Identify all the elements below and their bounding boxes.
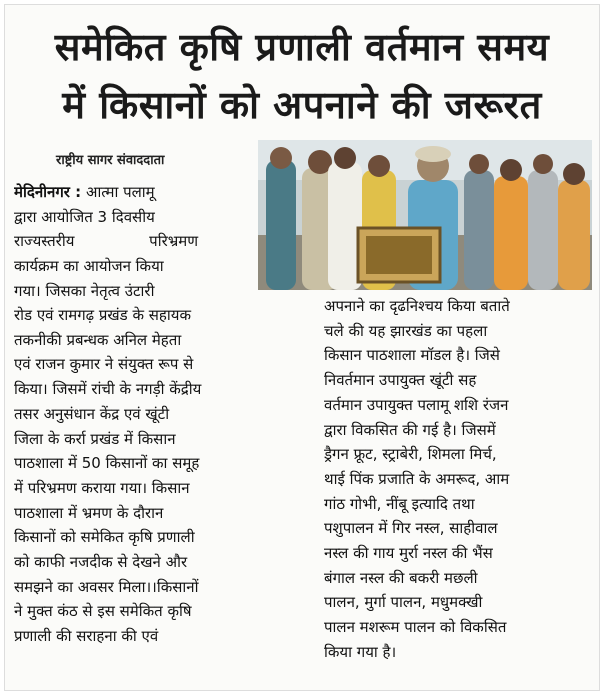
paragraph-line: रोड एवं रामगढ़ प्रखंड के सहायक xyxy=(14,306,191,324)
farmers-beekeeping-photo xyxy=(258,140,592,290)
news-photo xyxy=(258,140,592,290)
paragraph-line: थाई पिंक प्रजाति के अमरूद, आम xyxy=(324,469,510,488)
paragraph-line: ड्रैगन फ्रूट, स्ट्राबेरी, शिमला मिर्च, xyxy=(324,445,497,464)
paragraph-line: गया। जिसका नेतृत्व उंटारी xyxy=(14,281,155,300)
paragraph-line: तसर अनुसंधान केंद्र एवं खूंटी xyxy=(14,404,170,423)
paragraph-line: कार्यक्रम का आयोजन किया xyxy=(14,257,164,276)
left-column-top xyxy=(14,180,254,304)
left-column xyxy=(14,303,298,649)
paragraph-line: समझने का अवसर मिला।।किसानों xyxy=(14,577,199,596)
paragraph-line: राज्यस्तरीय परिभ्रमण xyxy=(14,232,199,251)
dateline: मेदिनीनगर : xyxy=(14,183,82,201)
paragraph-line: जिला के कर्रा प्रखंड में किसान xyxy=(14,429,176,448)
paragraph-line: चले की यह झारखंड का पहला xyxy=(324,321,488,340)
paragraph-line: किया। जिसमें रांची के नगड़ी केंद्रीय xyxy=(14,380,202,399)
paragraph-line: पाठशाला में भ्रमण के दौरान xyxy=(14,503,164,522)
paragraph-line-1 xyxy=(14,180,254,205)
paragraph-line: तकनीकी प्रबन्धक अनिल मेहता xyxy=(14,330,182,349)
paragraph-line: गांठ गोभी, नींबू इत्यादि तथा xyxy=(324,494,475,513)
paragraph-line: को काफी नजदीक से देखने और xyxy=(14,553,188,572)
byline: राष्ट्रीय सागर संवाददाता xyxy=(56,153,165,168)
headline-line-1: समेकित कृषि प्रणाली वर्तमान समय xyxy=(54,25,550,69)
paragraph-line: द्वारा आयोजित 3 दिवसीय xyxy=(14,207,155,226)
paragraph-line: निवर्तमान उपायुक्त खूंटी सह xyxy=(324,371,477,390)
paragraph-line: नस्ल की गाय मुर्रा नस्ल की भैंस xyxy=(324,544,493,563)
paragraph-line: किसान पाठशाला मॉडल है। जिसे xyxy=(324,346,500,365)
paragraph-line: एवं राजन कुमार ने संयुक्त रूप से xyxy=(14,355,194,374)
paragraph-line: किसानों को समेकित कृषि प्रणाली xyxy=(14,528,195,547)
paragraph-line: द्वारा विकसित की गई है। जिसमें xyxy=(324,420,496,439)
paragraph-text: आत्मा पलामू xyxy=(85,183,155,201)
paragraph-line: किया गया है। xyxy=(324,642,397,661)
paragraph-line: पालन मशरूम पालन को विकसित xyxy=(324,618,507,637)
paragraph-line: पाठशाला में 50 किसानों का समूह xyxy=(14,454,200,473)
paragraph-line: पशुपालन में गिर नस्ल, साहीवाल xyxy=(324,519,498,538)
paragraph-line: प्रणाली की सराहना की एवं xyxy=(14,627,159,646)
paragraph-line: अपनाने का दृढनिश्चय किया बताते xyxy=(324,297,510,315)
paragraph-line: पालन, मुर्गा पालन, मधुमक्खी xyxy=(324,593,483,612)
paragraph-line: बंगाल नस्ल की बकरी मछली xyxy=(324,568,478,587)
paragraph-line: ने मुक्त कंठ से इस समेकित कृषि xyxy=(14,602,192,621)
headline-line-2: में किसानों को अपनाने की जरूरत xyxy=(62,83,542,127)
paragraph-line: वर्तमान उपायुक्त पलामू शशि रंजन xyxy=(324,395,509,414)
paragraph-line: में परिभ्रमण कराया गया। किसान xyxy=(14,478,190,497)
right-column xyxy=(324,294,592,665)
